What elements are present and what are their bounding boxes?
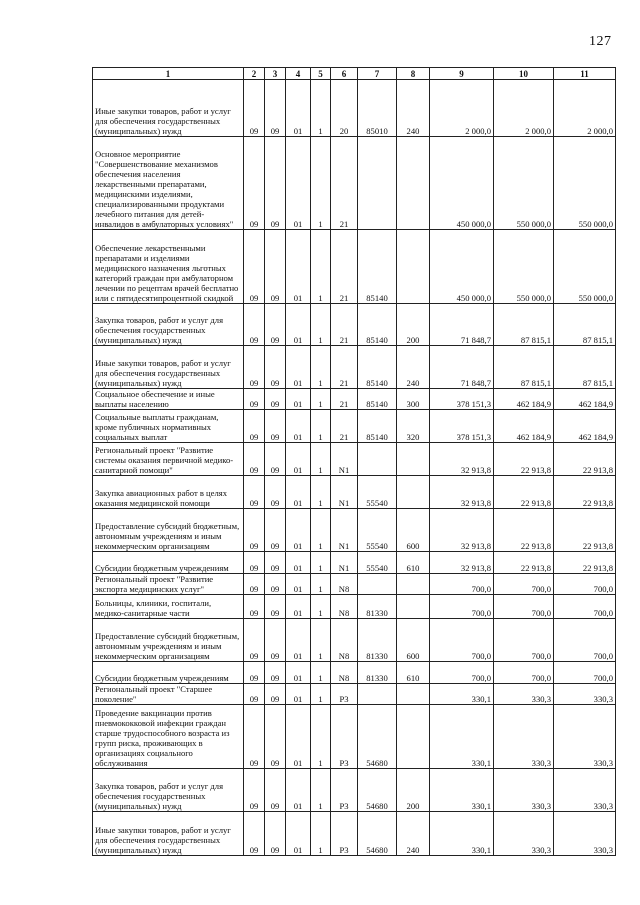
- code-cell: 85140: [358, 304, 397, 346]
- amount-cell: 330,3: [494, 705, 554, 769]
- amount-cell: 22 913,8: [554, 476, 616, 509]
- code-cell: [397, 684, 430, 705]
- amount-cell: 700,0: [494, 619, 554, 662]
- amount-cell: 71 848,7: [430, 304, 494, 346]
- code-cell: 81330: [358, 662, 397, 684]
- amount-cell: 22 913,8: [494, 552, 554, 574]
- code-cell: 54680: [358, 812, 397, 856]
- amount-cell: 700,0: [554, 595, 616, 619]
- amount-cell: 700,0: [430, 574, 494, 595]
- column-header: 9: [430, 68, 494, 80]
- amount-cell: 71 848,7: [430, 346, 494, 389]
- code-cell: 09: [265, 619, 286, 662]
- amount-cell: 2 000,0: [554, 80, 616, 137]
- code-cell: 01: [286, 230, 311, 304]
- code-cell: P3: [331, 812, 358, 856]
- amount-cell: 330,3: [554, 684, 616, 705]
- code-cell: 1: [311, 304, 331, 346]
- code-cell: 09: [244, 705, 265, 769]
- amount-cell: 378 151,3: [430, 410, 494, 443]
- code-cell: 01: [286, 769, 311, 812]
- code-cell: N1: [331, 443, 358, 476]
- code-cell: 09: [244, 443, 265, 476]
- code-cell: 01: [286, 137, 311, 230]
- code-cell: 01: [286, 304, 311, 346]
- code-cell: 01: [286, 619, 311, 662]
- code-cell: 09: [244, 346, 265, 389]
- amount-cell: 2 000,0: [494, 80, 554, 137]
- code-cell: 09: [265, 389, 286, 410]
- table-row: [93, 769, 616, 812]
- amount-cell: 330,1: [430, 769, 494, 812]
- code-cell: [358, 684, 397, 705]
- code-cell: 09: [265, 304, 286, 346]
- code-cell: 200: [397, 304, 430, 346]
- code-cell: 1: [311, 705, 331, 769]
- code-cell: 54680: [358, 769, 397, 812]
- table-row: [93, 304, 616, 346]
- code-cell: 09: [244, 574, 265, 595]
- amount-cell: 550 000,0: [554, 137, 616, 230]
- code-cell: 610: [397, 662, 430, 684]
- code-cell: 09: [244, 389, 265, 410]
- column-header: 6: [331, 68, 358, 80]
- amount-cell: 22 913,8: [554, 443, 616, 476]
- code-cell: 01: [286, 509, 311, 552]
- code-cell: [397, 230, 430, 304]
- code-cell: 01: [286, 574, 311, 595]
- code-cell: 21: [331, 389, 358, 410]
- column-header: 5: [311, 68, 331, 80]
- code-cell: 200: [397, 769, 430, 812]
- amount-cell: 22 913,8: [494, 443, 554, 476]
- amount-cell: 2 000,0: [430, 80, 494, 137]
- code-cell: 09: [244, 812, 265, 856]
- amount-cell: 700,0: [554, 574, 616, 595]
- code-cell: 54680: [358, 705, 397, 769]
- table-row: [93, 684, 616, 705]
- code-cell: 55540: [358, 509, 397, 552]
- code-cell: 01: [286, 80, 311, 137]
- amount-cell: 87 815,1: [494, 346, 554, 389]
- code-cell: 01: [286, 595, 311, 619]
- table-row: [93, 346, 616, 389]
- amount-cell: 22 913,8: [494, 509, 554, 552]
- code-cell: N1: [331, 509, 358, 552]
- code-cell: 09: [244, 137, 265, 230]
- code-cell: 55540: [358, 476, 397, 509]
- amount-cell: 330,3: [554, 812, 616, 856]
- table-row: [93, 552, 616, 574]
- code-cell: 55540: [358, 552, 397, 574]
- amount-cell: 700,0: [554, 662, 616, 684]
- code-cell: 1: [311, 769, 331, 812]
- code-cell: [397, 476, 430, 509]
- code-cell: 1: [311, 476, 331, 509]
- code-cell: 1: [311, 230, 331, 304]
- table-row: [93, 476, 616, 509]
- item-name-cell: Иные закупки товаров, работ и услуг для обеспечения государственных (муниципальных) нужд: [93, 812, 244, 856]
- code-cell: 85140: [358, 389, 397, 410]
- amount-cell: 450 000,0: [430, 137, 494, 230]
- code-cell: 1: [311, 595, 331, 619]
- code-cell: 1: [311, 443, 331, 476]
- amount-cell: 330,3: [494, 684, 554, 705]
- code-cell: [397, 137, 430, 230]
- code-cell: 09: [265, 574, 286, 595]
- code-cell: 1: [311, 684, 331, 705]
- table-row: [93, 443, 616, 476]
- table-row: [93, 705, 616, 769]
- table-header-row: [93, 68, 616, 80]
- code-cell: 01: [286, 684, 311, 705]
- item-name-cell: Проведение вакцинации против пневмококковой инфекции граждан старше трудоспособного возраста из групп риска, проживающих в организациях социального обслуживания: [93, 705, 244, 769]
- code-cell: 09: [244, 230, 265, 304]
- code-cell: 09: [244, 410, 265, 443]
- code-cell: 600: [397, 509, 430, 552]
- code-cell: 81330: [358, 619, 397, 662]
- item-name-cell: Региональный проект "Развитие системы оказания первичной медико-санитарной помощи": [93, 443, 244, 476]
- code-cell: 09: [244, 552, 265, 574]
- amount-cell: 462 184,9: [554, 389, 616, 410]
- amount-cell: 700,0: [494, 595, 554, 619]
- table-row: [93, 509, 616, 552]
- code-cell: [397, 443, 430, 476]
- code-cell: 09: [244, 595, 265, 619]
- code-cell: 1: [311, 389, 331, 410]
- amount-cell: 330,3: [494, 769, 554, 812]
- code-cell: 01: [286, 410, 311, 443]
- code-cell: 09: [265, 137, 286, 230]
- code-cell: 1: [311, 552, 331, 574]
- amount-cell: 700,0: [430, 662, 494, 684]
- code-cell: 85140: [358, 230, 397, 304]
- code-cell: 09: [265, 812, 286, 856]
- amount-cell: 32 913,8: [430, 476, 494, 509]
- code-cell: 09: [265, 80, 286, 137]
- table-row: [93, 389, 616, 410]
- table-row: [93, 595, 616, 619]
- amount-cell: 330,1: [430, 705, 494, 769]
- code-cell: N8: [331, 619, 358, 662]
- item-name-cell: Больницы, клиники, госпитали, медико-санитарные части: [93, 595, 244, 619]
- code-cell: 01: [286, 552, 311, 574]
- code-cell: 1: [311, 80, 331, 137]
- code-cell: 09: [265, 230, 286, 304]
- code-cell: 09: [265, 684, 286, 705]
- code-cell: 01: [286, 346, 311, 389]
- item-name-cell: Социальное обеспечение и иные выплаты населению: [93, 389, 244, 410]
- code-cell: 09: [244, 769, 265, 812]
- code-cell: 21: [331, 346, 358, 389]
- amount-cell: 450 000,0: [430, 230, 494, 304]
- item-name-cell: Закупка товаров, работ и услуг для обеспечения государственных (муниципальных) нужд: [93, 304, 244, 346]
- code-cell: 85010: [358, 80, 397, 137]
- code-cell: 09: [244, 662, 265, 684]
- code-cell: 09: [244, 509, 265, 552]
- table-row: [93, 662, 616, 684]
- table-row: [93, 410, 616, 443]
- code-cell: 09: [265, 509, 286, 552]
- code-cell: 09: [265, 410, 286, 443]
- amount-cell: 462 184,9: [494, 410, 554, 443]
- budget-table: [92, 67, 616, 856]
- code-cell: 21: [331, 410, 358, 443]
- table-row: [93, 619, 616, 662]
- item-name-cell: Обеспечение лекарственными препаратами и изделиями медицинского назначения льготных категорий граждан при амбулаторном лечении по рецептам врачей бесплатно или с пятидесятипроцентной скидкой: [93, 230, 244, 304]
- amount-cell: 87 815,1: [554, 346, 616, 389]
- item-name-cell: Иные закупки товаров, работ и услуг для обеспечения государственных (муниципальных) нужд: [93, 346, 244, 389]
- amount-cell: 700,0: [554, 619, 616, 662]
- code-cell: 01: [286, 476, 311, 509]
- amount-cell: 700,0: [494, 574, 554, 595]
- item-name-cell: Иные закупки товаров, работ и услуг для обеспечения государственных (муниципальных) нужд: [93, 80, 244, 137]
- code-cell: 81330: [358, 595, 397, 619]
- amount-cell: 32 913,8: [430, 509, 494, 552]
- code-cell: 09: [265, 443, 286, 476]
- amount-cell: 32 913,8: [430, 443, 494, 476]
- code-cell: 09: [244, 476, 265, 509]
- code-cell: 09: [265, 662, 286, 684]
- code-cell: 01: [286, 443, 311, 476]
- code-cell: 300: [397, 389, 430, 410]
- table-row: [93, 137, 616, 230]
- item-name-cell: Закупка авиационных работ в целях оказания медицинской помощи: [93, 476, 244, 509]
- item-name-cell: Региональный проект "Развитие экспорта медицинских услуг": [93, 574, 244, 595]
- code-cell: 1: [311, 619, 331, 662]
- code-cell: [397, 574, 430, 595]
- amount-cell: 22 913,8: [554, 552, 616, 574]
- code-cell: 1: [311, 410, 331, 443]
- amount-cell: 700,0: [430, 619, 494, 662]
- code-cell: N1: [331, 552, 358, 574]
- column-header: 4: [286, 68, 311, 80]
- code-cell: 240: [397, 346, 430, 389]
- code-cell: 320: [397, 410, 430, 443]
- amount-cell: 22 913,8: [494, 476, 554, 509]
- table-row: [93, 574, 616, 595]
- column-header: 3: [265, 68, 286, 80]
- amount-cell: 700,0: [430, 595, 494, 619]
- code-cell: 240: [397, 80, 430, 137]
- column-header: 7: [358, 68, 397, 80]
- amount-cell: 330,3: [554, 705, 616, 769]
- amount-cell: 330,3: [494, 812, 554, 856]
- amount-cell: 87 815,1: [494, 304, 554, 346]
- code-cell: 09: [265, 595, 286, 619]
- code-cell: 1: [311, 662, 331, 684]
- amount-cell: 550 000,0: [554, 230, 616, 304]
- item-name-cell: Предоставление субсидий бюджетным, автономным учреждениям и иным некоммерческим организациям: [93, 619, 244, 662]
- amount-cell: 550 000,0: [494, 230, 554, 304]
- amount-cell: 550 000,0: [494, 137, 554, 230]
- table-row: [93, 812, 616, 856]
- code-cell: 09: [265, 769, 286, 812]
- code-cell: 240: [397, 812, 430, 856]
- code-cell: [358, 574, 397, 595]
- code-cell: 01: [286, 705, 311, 769]
- item-name-cell: Субсидии бюджетным учреждениям: [93, 552, 244, 574]
- amount-cell: 22 913,8: [554, 509, 616, 552]
- amount-cell: 32 913,8: [430, 552, 494, 574]
- code-cell: N8: [331, 574, 358, 595]
- amount-cell: 330,1: [430, 812, 494, 856]
- item-name-cell: Социальные выплаты гражданам, кроме публичных нормативных социальных выплат: [93, 410, 244, 443]
- code-cell: 1: [311, 137, 331, 230]
- table-row: [93, 80, 616, 137]
- code-cell: [397, 705, 430, 769]
- amount-cell: 87 815,1: [554, 304, 616, 346]
- code-cell: 21: [331, 304, 358, 346]
- code-cell: 1: [311, 574, 331, 595]
- code-cell: 1: [311, 509, 331, 552]
- code-cell: N8: [331, 595, 358, 619]
- code-cell: 600: [397, 619, 430, 662]
- code-cell: [358, 137, 397, 230]
- code-cell: 09: [244, 684, 265, 705]
- code-cell: 09: [244, 619, 265, 662]
- column-header: 8: [397, 68, 430, 80]
- amount-cell: 330,3: [554, 769, 616, 812]
- table-body: [93, 80, 616, 856]
- page-number: 127: [589, 34, 612, 49]
- code-cell: 20: [331, 80, 358, 137]
- code-cell: [358, 443, 397, 476]
- code-cell: 21: [331, 137, 358, 230]
- code-cell: 85140: [358, 346, 397, 389]
- column-header: 1: [93, 68, 244, 80]
- code-cell: P3: [331, 684, 358, 705]
- code-cell: 09: [265, 476, 286, 509]
- code-cell: [397, 595, 430, 619]
- code-cell: P3: [331, 769, 358, 812]
- column-header: 10: [494, 68, 554, 80]
- item-name-cell: Предоставление субсидий бюджетным, автономным учреждениям и иным некоммерческим организациям: [93, 509, 244, 552]
- code-cell: 85140: [358, 410, 397, 443]
- amount-cell: 378 151,3: [430, 389, 494, 410]
- code-cell: 21: [331, 230, 358, 304]
- code-cell: 09: [265, 705, 286, 769]
- code-cell: P3: [331, 705, 358, 769]
- amount-cell: 462 184,9: [554, 410, 616, 443]
- code-cell: N1: [331, 476, 358, 509]
- code-cell: 01: [286, 662, 311, 684]
- item-name-cell: Региональный проект "Старшее поколение": [93, 684, 244, 705]
- column-header: 11: [554, 68, 616, 80]
- code-cell: 1: [311, 812, 331, 856]
- code-cell: 1: [311, 346, 331, 389]
- code-cell: 09: [244, 80, 265, 137]
- code-cell: 610: [397, 552, 430, 574]
- amount-cell: 700,0: [494, 662, 554, 684]
- code-cell: 01: [286, 812, 311, 856]
- amount-cell: 330,1: [430, 684, 494, 705]
- item-name-cell: Основное мероприятие "Совершенствование механизмов обеспечения населения лекарственными препаратами, медицинскими изделиями, специализированными продуктами лечебного питания для детей-инвалидов в амбулаторных условиях": [93, 137, 244, 230]
- column-header: 2: [244, 68, 265, 80]
- code-cell: N8: [331, 662, 358, 684]
- code-cell: 09: [265, 552, 286, 574]
- table-row: [93, 230, 616, 304]
- amount-cell: 462 184,9: [494, 389, 554, 410]
- item-name-cell: Субсидии бюджетным учреждениям: [93, 662, 244, 684]
- item-name-cell: Закупка товаров, работ и услуг для обеспечения государственных (муниципальных) нужд: [93, 769, 244, 812]
- code-cell: 01: [286, 389, 311, 410]
- code-cell: 09: [244, 304, 265, 346]
- code-cell: 09: [265, 346, 286, 389]
